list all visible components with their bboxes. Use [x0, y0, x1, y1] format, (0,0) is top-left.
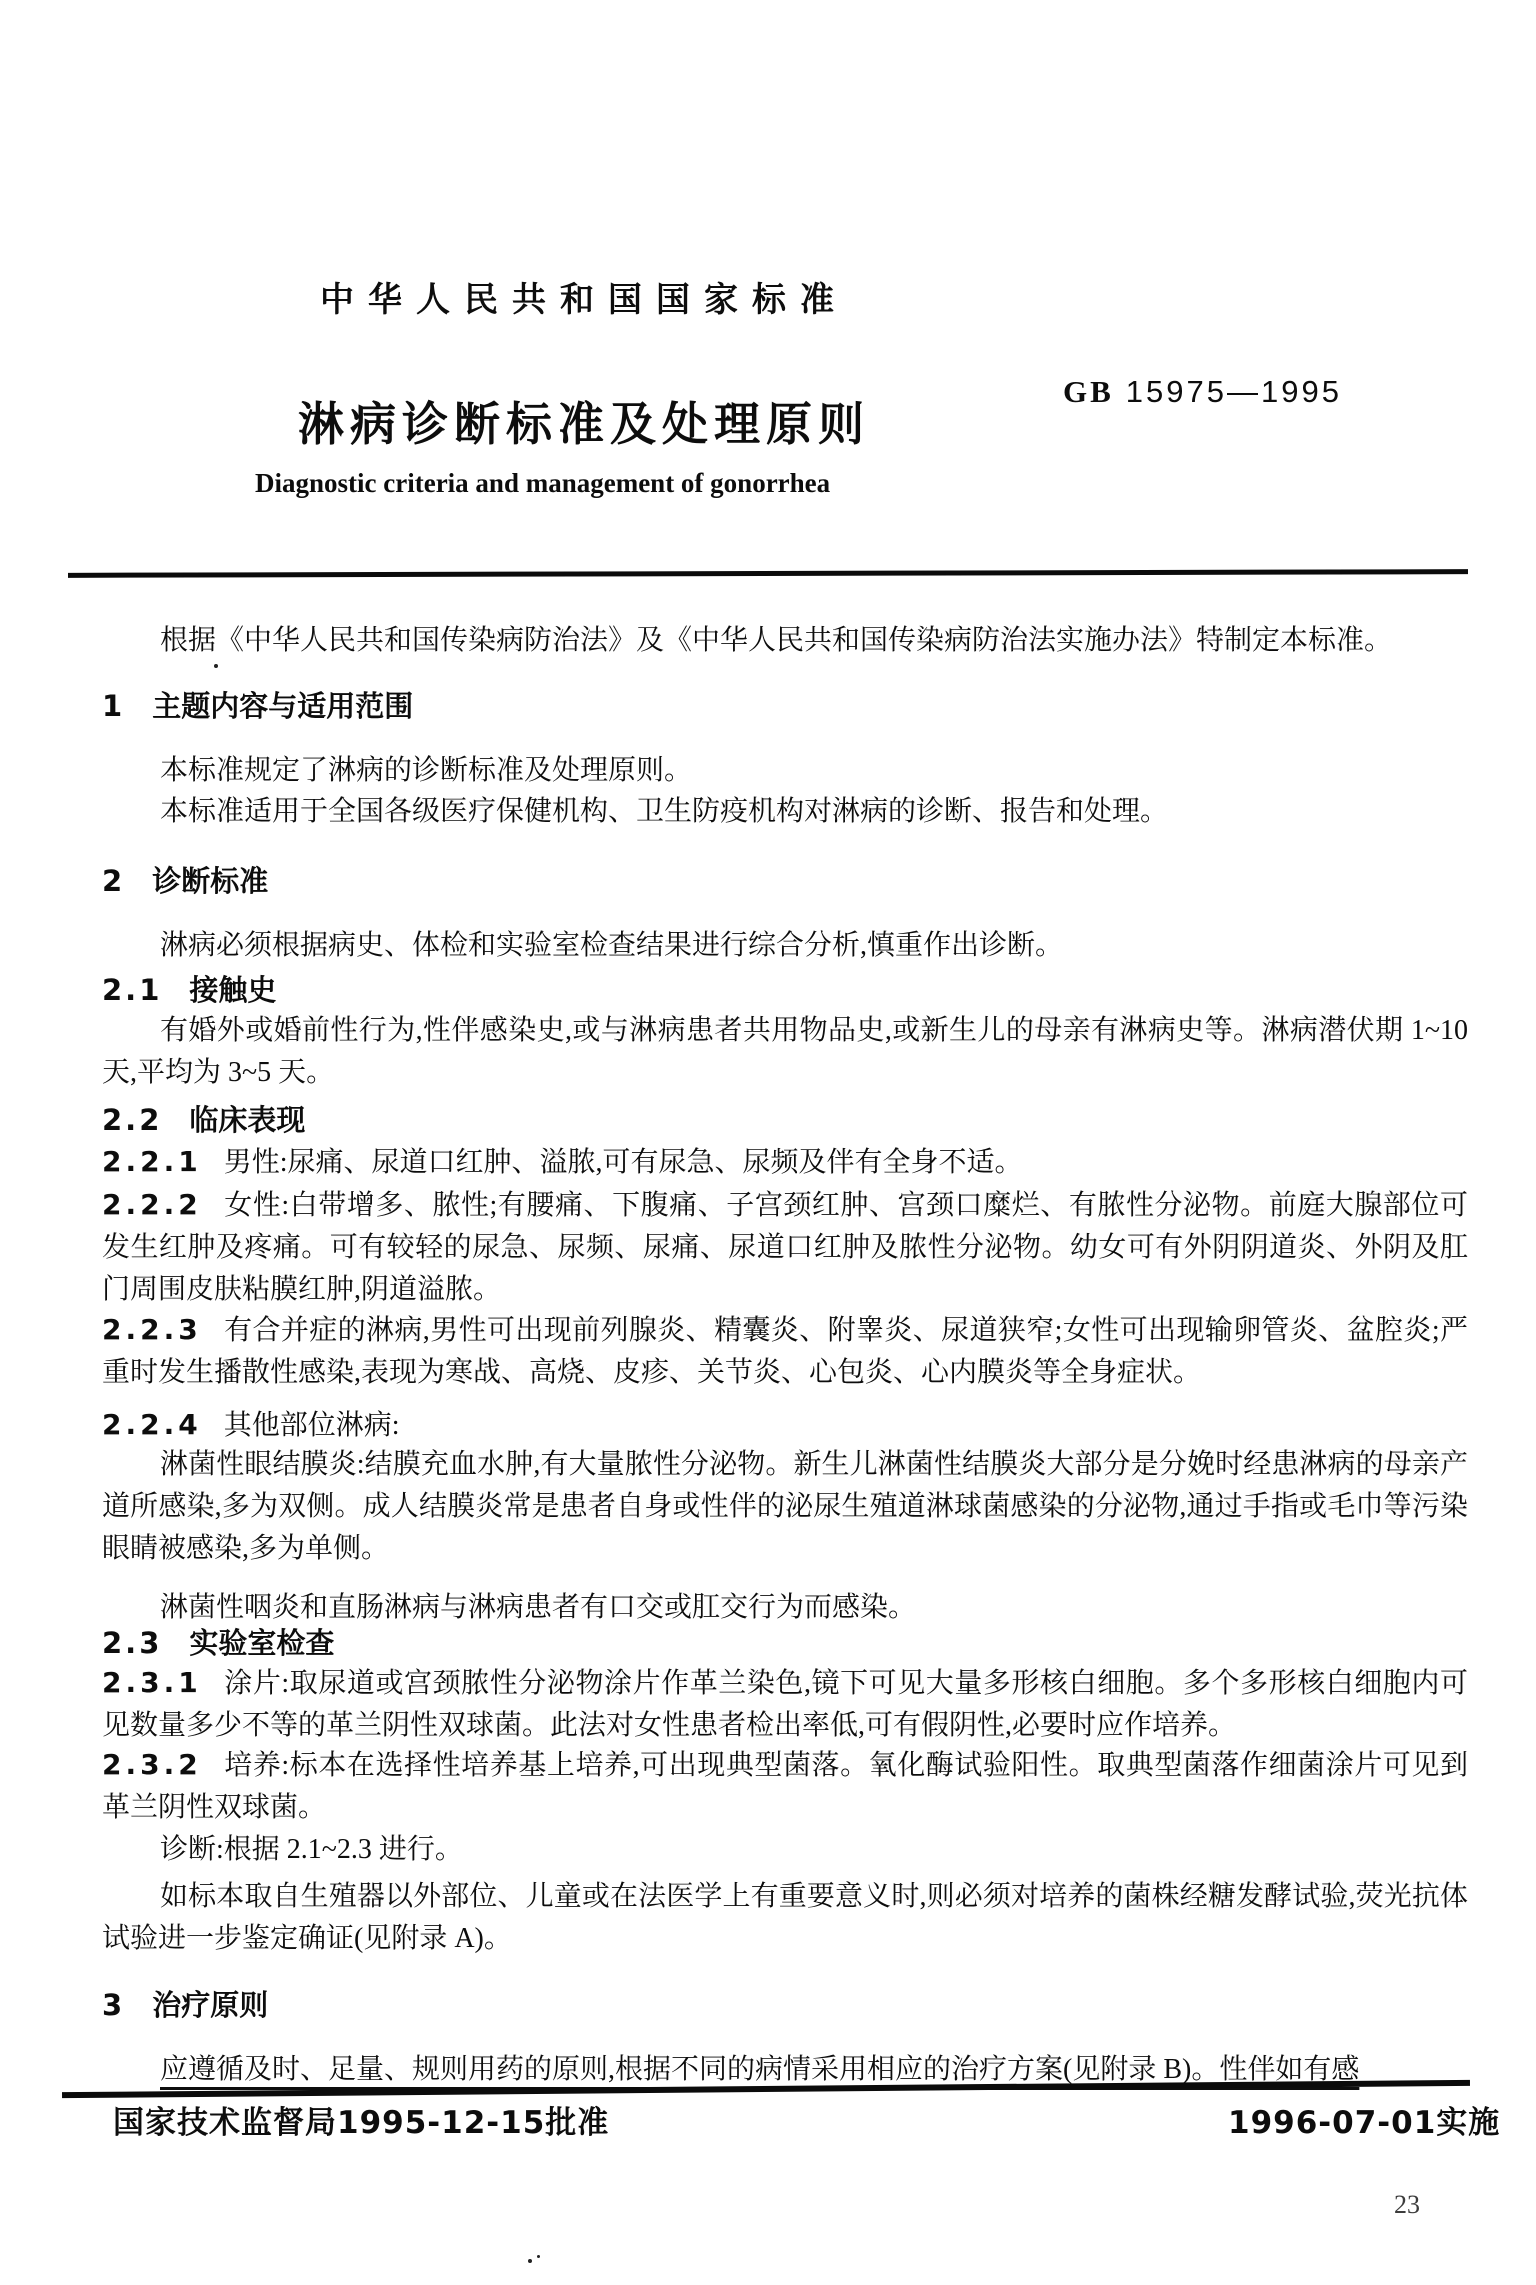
header-divider-rule — [68, 569, 1468, 578]
standard-code — [1063, 374, 1342, 410]
clause-number: 2.2.4 — [102, 1408, 202, 1441]
section-heading-2-3 — [102, 1622, 1468, 1664]
clause-number: 2.3.2 — [102, 1748, 202, 1781]
paragraph-text: 淋菌性眼结膜炎:结膜充血水肿,有大量脓性分泌物。新生儿淋菌性结膜炎大部分是分娩时经患淋病的母亲产道所感染,多为双侧。成人结膜炎常是患者自身或性伴的泌尿生殖道淋球菌感染的分泌物,通过手指或毛巾等污染眼睛被感染,多为单侧。 — [102, 1449, 1468, 1564]
section-heading-2-2 — [102, 1099, 1468, 1141]
scan-speck — [528, 2259, 532, 2263]
heading-text: 临床表现 — [189, 1103, 306, 1137]
scan-speck — [537, 2255, 540, 2258]
clause-number: 2.3.1 — [102, 1666, 202, 1699]
standard-code-prefix: GB — [1063, 374, 1114, 409]
paragraph — [102, 1876, 1468, 1960]
clause-2-3-1 — [102, 1662, 1468, 1747]
paragraph-intro — [102, 620, 1468, 662]
heading-text: 治疗原则 — [152, 1988, 269, 2022]
paragraph-text: 诊断:根据 2.1~2.3 进行。 — [160, 1834, 463, 1865]
heading-text: 主题内容与适用范围 — [152, 689, 414, 723]
scan-speck — [214, 664, 218, 668]
paragraph-text: 有婚外或婚前性行为,性伴感染史,或与淋病患者共用物品史,或新生儿的母亲有淋病史等。淋病潜伏期 1~10 天,平均为 3~5 天。 — [102, 1015, 1468, 1088]
clause-number: 3 — [102, 1988, 126, 2022]
paragraph-text: 淋菌性咽炎和直肠淋病与淋病患者有口交或肛交行为而感染。 — [160, 1592, 917, 1623]
section-heading-2-1 — [102, 969, 1468, 1011]
paragraph — [102, 1010, 1468, 1094]
clause-text: 培养:标本在选择性培养基上培养,可出现典型菌落。氧化酶试验阳性。取典型菌落作细菌涂片可见到革兰阴性双球菌。 — [102, 1750, 1468, 1823]
clause-2-2-1 — [102, 1141, 1468, 1184]
paragraph — [102, 791, 1468, 833]
clause-number: 2.2.3 — [102, 1313, 202, 1346]
clause-number: 1 — [102, 689, 126, 723]
clause-number: 2.2.1 — [102, 1145, 202, 1178]
clause-number: 2 — [102, 864, 126, 898]
clause-2-2-2 — [102, 1184, 1468, 1311]
section-heading-3 — [102, 1984, 1468, 2026]
paragraph — [102, 925, 1468, 967]
paragraph — [102, 1444, 1468, 1570]
clause-number: 2.2.2 — [102, 1188, 202, 1221]
standard-code-number: 15975—1995 — [1125, 374, 1342, 409]
heading-text: 接触史 — [189, 973, 277, 1007]
english-subtitle: Diagnostic criteria and management of gonorrhea — [255, 468, 831, 498]
clause-number: 2.2 — [102, 1103, 163, 1137]
paragraph-text: 如标本取自生殖器以外部位、儿童或在法医学上有重要意义时,则必须对培养的菌株经糖发酵试验,荧光抗体试验进一步鉴定确证(见附录 A)。 — [102, 1881, 1468, 1954]
implementation-note: 1996-07-01实施 — [1228, 2105, 1501, 2141]
clause-2-2-4 — [102, 1404, 1468, 1447]
clause-text: 女性:白带增多、脓性;有腰痛、下腹痛、子宫颈红肿、宫颈口糜烂、有脓性分泌物。前庭大腺部位可发生红肿及疼痛。可有较轻的尿急、尿频、尿痛、尿道口红肿及脓性分泌物。幼女可有外阴阴道炎、外阴及肛门周围皮肤粘膜红肿,阴道溢脓。 — [102, 1190, 1468, 1305]
paragraph-text: 根据《中华人民共和国传染病防治法》及《中华人民共和国传染病防治法实施办法》特制定本标准。 — [160, 625, 1393, 656]
section-heading-2 — [102, 860, 1468, 902]
page-number: 23 — [1394, 2190, 1420, 2219]
clause-number: 2.1 — [102, 973, 163, 1007]
paragraph-text: 本标准规定了淋病的诊断标准及处理原则。 — [160, 755, 693, 786]
approval-note: 国家技术监督局1995-12-15批准 — [113, 2105, 610, 2141]
clause-text: 其他部位淋病: — [223, 1410, 400, 1441]
paragraph-text: 本标准适用于全国各级医疗保健机构、卫生防疫机构对淋病的诊断、报告和处理。 — [160, 796, 1169, 827]
clause-number: 2.3 — [102, 1626, 163, 1660]
clause-2-2-3 — [102, 1309, 1468, 1394]
paragraph-text: 应遵循及时、足量、规则用药的原则,根据不同的病情采用相应的治疗方案(见附录 B)。性伴如有感 — [160, 2054, 1360, 2085]
heading-text: 实验室检查 — [189, 1626, 335, 1660]
standard-category-label: 中华人民共和国国家标准 — [320, 280, 848, 320]
document-title: 淋病诊断标准及处理原则 — [298, 397, 870, 451]
paragraph — [102, 1829, 1468, 1871]
clause-text: 男性:尿痛、尿道口红肿、溢脓,可有尿急、尿频及伴有全身不适。 — [223, 1147, 1023, 1178]
clause-2-3-2 — [102, 1744, 1468, 1829]
clause-text: 涂片:取尿道或宫颈脓性分泌物涂片作革兰染色,镜下可见大量多形核白细胞。多个多形核白细胞内可见数量多少不等的革兰阴性双球菌。此法对女性患者检出率低,可有假阴性,必要时应作培养。 — [102, 1668, 1468, 1741]
paragraph-text: 淋病必须根据病史、体检和实验室检查结果进行综合分析,慎重作出诊断。 — [160, 930, 1064, 961]
section-heading-1 — [102, 685, 1468, 727]
paragraph — [102, 750, 1468, 792]
heading-text: 诊断标准 — [152, 864, 269, 898]
clause-text: 有合并症的淋病,男性可出现前列腺炎、精囊炎、附睾炎、尿道狭窄;女性可出现输卵管炎、盆腔炎;严 重时发生播散性感染,表现为寒战、高烧、皮疹、关节炎、心包炎、心内膜炎等全身症状。 — [102, 1315, 1468, 1388]
